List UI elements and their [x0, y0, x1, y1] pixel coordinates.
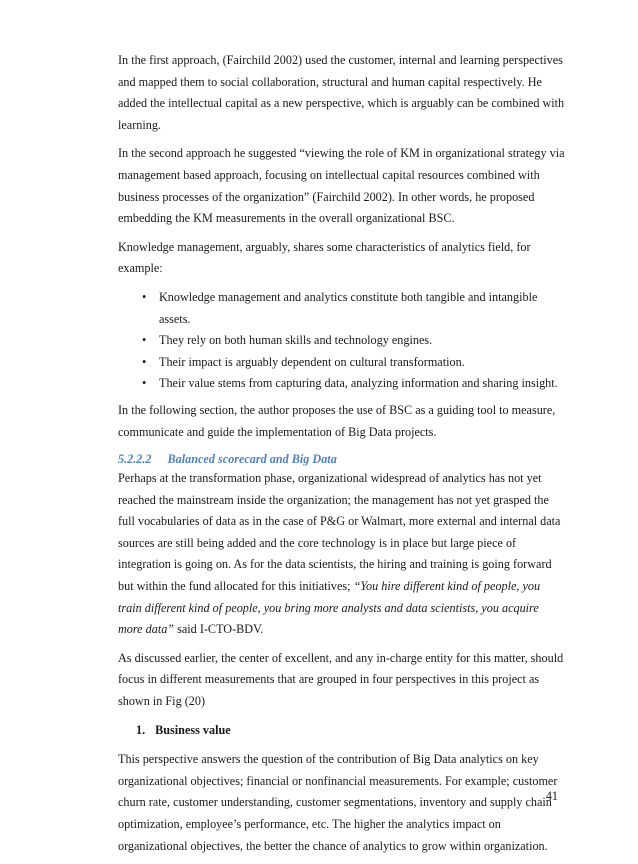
- bullet-text: Their impact is arguably dependent on cultural transformation.: [159, 354, 465, 369]
- paragraph-km-characteristics-intro: Knowledge management, arguably, shares some characteristics of analytics field, for example:: [118, 239, 531, 276]
- interview-quote: “You hire different kind of people, you train different kind of people, you bring more analysts and data scientists, you acquire more data”: [118, 579, 541, 637]
- page-number: 41: [545, 789, 558, 803]
- bullet-icon: •: [142, 354, 147, 369]
- bullet-icon: •: [142, 289, 147, 304]
- bullet-item: [118, 373, 566, 395]
- page-body: [118, 50, 566, 864]
- paragraph-transformation-phase: [118, 468, 566, 641]
- bullet-text: They rely on both human skills and technology engines.: [159, 333, 433, 348]
- heading-number: 1.: [136, 722, 146, 737]
- bullet-item: [118, 352, 566, 374]
- section-number: 5.2.2.2: [118, 452, 152, 467]
- bullet-item: [118, 287, 566, 330]
- paragraph-bsc-proposal: In the following section, the author proposes the use of BSC as a guiding tool to measure, communicate and guide the implementation of Big Data projects.: [118, 402, 556, 439]
- bullet-text: Their value stems from capturing data, analyzing information and sharing insight.: [159, 376, 558, 391]
- bullet-item: [118, 330, 566, 352]
- paragraph-business-value: This perspective answers the question of the contribution of Big Data analytics on key organizational objectives; financial or nonfinancial measurements. For example; customer churn rate, customer understanding, customer segmentations, inventory and supply chain optimization, employee’s performance, etc. The higher the analytics impact on organizational objectives, the better the chance of analytics to grow within organization.: [118, 752, 558, 853]
- characteristics-bullet-list: [118, 287, 566, 395]
- bullet-text: Knowledge management and analytics constitute both tangible and intangible assets.: [159, 289, 538, 326]
- section-heading: [118, 450, 566, 468]
- bullet-icon: •: [142, 376, 147, 391]
- business-value-heading: [118, 720, 566, 742]
- paragraph-fairchild-second-approach: In the second approach he suggested “viewing the role of KM in organizational strategy via management based approach, focusing on intellectual capital resources combined with business processes of the organization” (Fairchild 2002). In other words, he proposed embedding the KM measurements in the overall organizational BSC.: [118, 146, 565, 226]
- paragraph-text: Perhaps at the transformation phase, organizational widespread of analytics has not yet reached the mainstream inside the organization; the management has not yet grasped the full vocabularies of data as in the case of P&G or Walmart, more external and internal data sources are still being added and the core technology is in place but large piece of integration is going on. As for the data scientists, the hiring and training is going forward but within the fund allocated for this initiatives;: [118, 471, 561, 594]
- quote-attribution: said I-CTO-BDV.: [174, 622, 264, 637]
- section-title: Balanced scorecard and Big Data: [167, 452, 337, 467]
- heading-title: Business value: [155, 722, 231, 737]
- paragraph-fairchild-first-approach: In the first approach, (Fairchild 2002) used the customer, internal and learning perspectives and mapped them to social collaboration, structural and human capital respectively. He added the intellectual capital as a new perspective, which is arguably can be combined with learning.: [118, 53, 565, 132]
- bullet-icon: •: [142, 333, 147, 348]
- paragraph-four-perspectives: As discussed earlier, the center of excellent, and any in-charge entity for this matter, should focus in different measurements that are grouped in four perspectives in this project as shown in Fig (20): [118, 650, 564, 709]
